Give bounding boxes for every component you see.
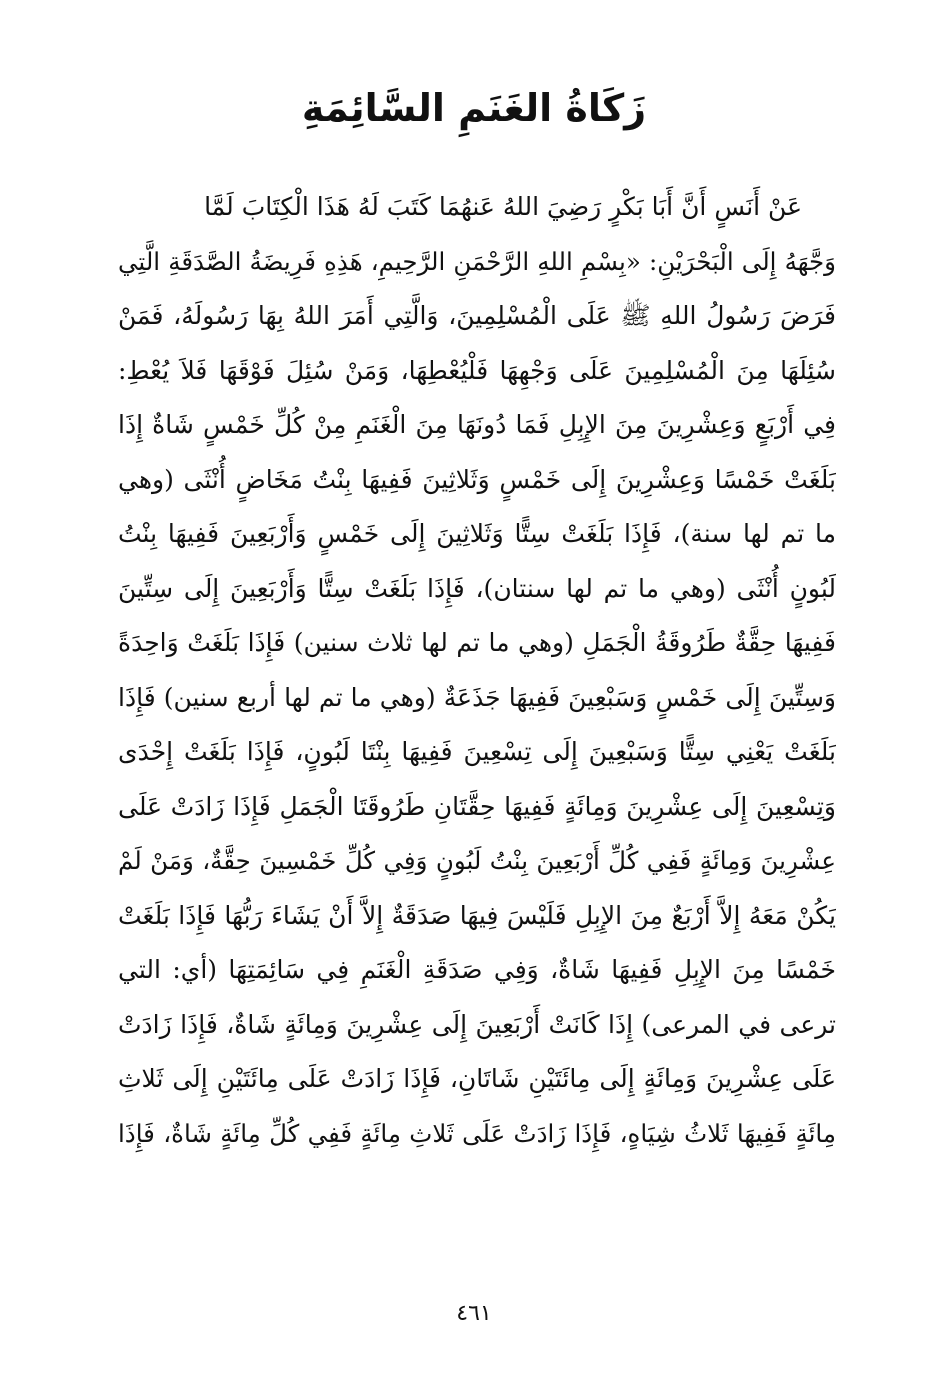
page-number: ٤٦١ xyxy=(456,1301,492,1326)
text-line: ترعى في المرعى) إِذَا كَانَتْ أَرْبَعِينَ إِلَى عِشْرِينَ وَمِائَةٍ شَاةٌ، فَإِذَا زَادَتْ xyxy=(118,1009,836,1039)
text-line: عَلَى عِشْرِينَ وَمِائَةٍ إِلَى مِائَتَيْنِ شَاتَانِ، فَإِذَا زَادَتْ عَلَى مِائَتَيْنِ إِلَى ثَلاثِ xyxy=(118,1064,836,1093)
text-line: فَرَضَ رَسُولُ اللهِ ﷺ عَلَى الْمُسْلِمِينَ، وَالَّتِي أَمَرَ اللهُ بِهَا رَسُولَهُ، فَمَنْ xyxy=(118,301,836,330)
text-line: بَلَغَتْ يَعْنِي سِتًّا وَسَبْعِينَ إِلَى تِسْعِينَ فَفِيهَا بِنْتَا لَبُونٍ، فَإِذَا بَلَغَتْ إِحْدَى xyxy=(118,737,836,766)
page-title: زَكَاةُ الغَنَمِ السَّائِمَةِ xyxy=(301,86,647,130)
text-line: مِائَةٍ فَفِيهَا ثَلاثُ شِيَاهٍ، فَإِذَا زَادَتْ عَلَى ثَلاثِ مِائَةٍ فَفِي كُلِّ مِائَةٍ شَاةٌ، فَإِذَا xyxy=(118,1118,836,1148)
hadith-text xyxy=(118,180,836,1161)
text-line: ما تم لها سنة)، فَإِذَا بَلَغَتْ سِتًّا وَثَلاثِينَ إِلَى خَمْسٍ وَأَرْبَعِينَ فَفِيهَا بِنْتُ xyxy=(118,519,836,548)
text-line: وَجَّهَهُ إِلَى الْبَحْرَيْنِ: «بِسْمِ اللهِ الرَّحْمَنِ الرَّحِيمِ، هَذِهِ فَرِيضَةُ الصَّدَقَةِ الَّتِي xyxy=(118,246,836,276)
text-line: فَفِيهَا حِقَّةٌ طَرُوقَةُ الْجَمَلِ (وهي ما تم لها ثلاث سنين) فَإِذَا بَلَغَتْ وَاحِدَةً xyxy=(118,628,836,657)
text-line: سُئِلَهَا مِنَ الْمُسْلِمِينَ عَلَى وَجْهِهَا فَلْيُعْطِهَا، وَمَنْ سُئِلَ فَوْقَهَا فَلاَ يُعْطِ: xyxy=(118,355,836,385)
text-line: يَكُنْ مَعَهُ إِلاَّ أَرْبَعٌ مِنَ الإِبِلِ فَلَيْسَ فِيهَا صَدَقَةٌ إِلاَّ أَنْ يَشَاءَ رَبُّهَا فَإِذَا بَلَغَتْ xyxy=(118,900,836,930)
text-line: عِشْرِينَ وَمِائَةٍ فَفِي كُلِّ أَرْبَعِينَ بِنْتُ لَبُونٍ وَفِي كُلِّ خَمْسِينَ حِقَّةٌ، وَمَنْ لَمْ xyxy=(118,846,836,875)
text-line: بَلَغَتْ خَمْسًا وَعِشْرِينَ إِلَى خَمْسٍ وَثَلاثِينَ فَفِيهَا بِنْتُ مَخَاضٍ أُنْثَى (وهي xyxy=(118,464,836,494)
text-line: خَمْسًا مِنَ الإِبِلِ فَفِيهَا شَاةٌ، وَفِي صَدَقَةِ الْغَنَمِ فِي سَائِمَتِهَا (أي: التي xyxy=(118,955,836,984)
text-line: فِي أَرْبَعٍ وَعِشْرِينَ مِنَ الإِبِلِ فَمَا دُونَهَا مِنَ الْغَنَمِ مِنْ كُلِّ خَمْسٍ شَاةٌ إِذَا xyxy=(118,410,836,439)
text-line: وَتِسْعِينَ إِلَى عِشْرِينَ وَمِائَةٍ فَفِيهَا حِقَّتَانِ طَرُوقَتَا الْجَمَلِ فَإِذَا زَادَتْ عَلَى xyxy=(118,791,836,821)
text-line: وَسِتِّينَ إِلَى خَمْسٍ وَسَبْعِينَ فَفِيهَا جَذَعَةٌ (وهي ما تم لها أربع سنين) فَإِذَا xyxy=(118,682,836,712)
text-line: لَبُونٍ أُنْثَى (وهي ما تم لها سنتان)، فَإِذَا بَلَغَتْ سِتًّا وَأَرْبَعِينَ إِلَى سِتِّينَ xyxy=(118,573,836,603)
text-line: عَنْ أَنَسٍ أَنَّ أَبَا بَكْرٍ رَضِيَ اللهُ عَنهُمَا كَتَبَ لَهُ هَذَا الْكِتَابَ لَمَّا xyxy=(204,192,802,221)
